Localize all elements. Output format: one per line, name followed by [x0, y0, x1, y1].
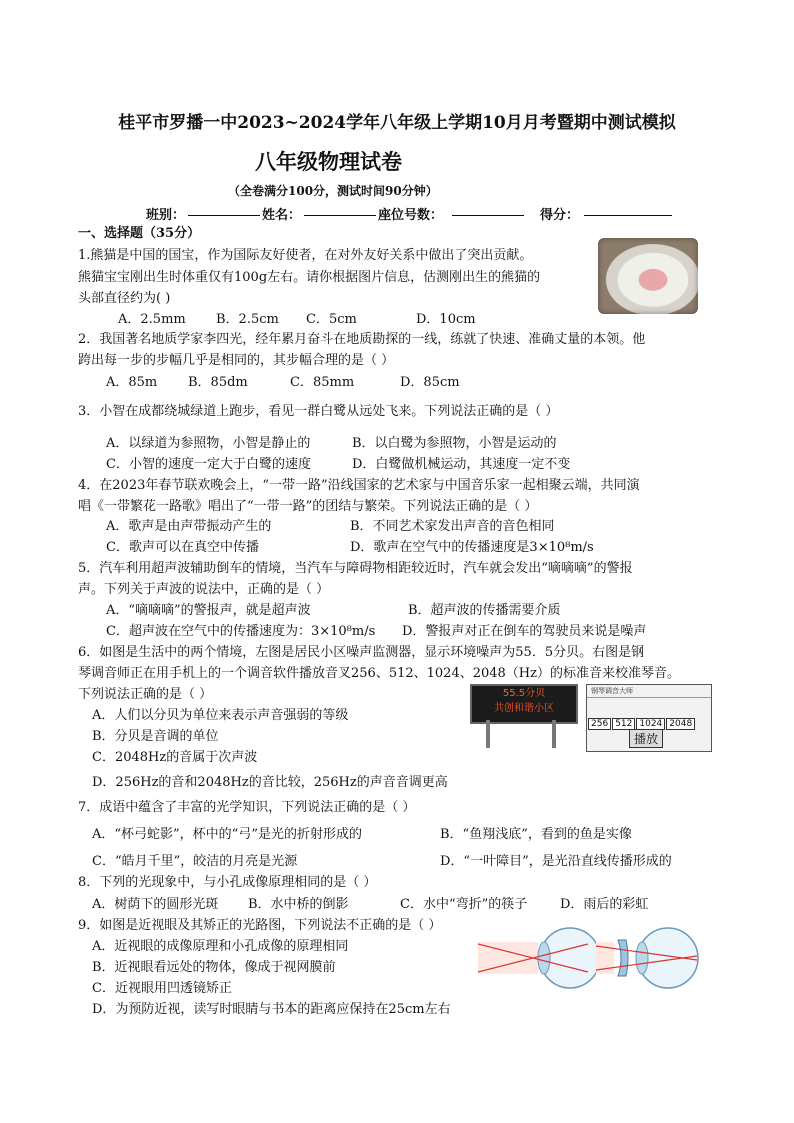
concave-lens	[618, 940, 628, 976]
sign-slogan: 共创和谐小区	[494, 703, 554, 714]
name-label: 姓名：	[262, 208, 302, 223]
option-d[interactable]: D．10cm	[416, 312, 476, 327]
tone-512-button[interactable]: 512	[612, 718, 635, 730]
play-button[interactable]: 播放	[629, 729, 663, 748]
tone-1024-button[interactable]: 1024	[636, 718, 665, 730]
exam-subtitle: 八年级物理试卷	[255, 149, 402, 174]
option-b[interactable]: B．分贝是音调的单位	[92, 729, 219, 744]
option-d[interactable]: D．歌声在空气中的传播速度是3×10⁸m/s	[350, 540, 594, 555]
option-b[interactable]: B．85dm	[188, 375, 248, 390]
sign-post-left	[486, 720, 490, 748]
score-label: 得分：	[540, 208, 580, 223]
option-c[interactable]: C．5cm	[306, 312, 357, 327]
seat-blank[interactable]	[452, 203, 524, 216]
option-c[interactable]: C．2048Hz的音属于次声波	[92, 750, 258, 765]
option-a[interactable]: A．歌声是由声带振动产生的	[106, 519, 272, 534]
tone-2048-button[interactable]: 2048	[666, 718, 695, 730]
option-c[interactable]: C．水中“弯折”的筷子	[400, 897, 528, 912]
score-blank[interactable]	[584, 203, 672, 216]
option-a[interactable]: A．2.5mm	[118, 312, 186, 327]
question-1-line: 熊猫宝宝刚出生时体重仅有100g左右。请你根据图片信息，估测刚出生的熊猫的	[78, 270, 541, 285]
question-3-line: 3．小智在成都绕城绿道上跑步，看见一群白鹭从远处飞来。下列说法正确的是（ ）	[78, 404, 559, 419]
name-blank[interactable]	[304, 203, 376, 216]
option-d[interactable]: D．256Hz的音和2048Hz的音比较，256Hz的声音音调更高	[92, 775, 448, 790]
myopia-diagram	[478, 920, 708, 996]
class-label: 班别：	[146, 208, 186, 223]
page-title: 桂平市罗播一中2023~2024学年八年级上学期10月月考暨期中测试模拟	[118, 113, 676, 133]
question-6-line: 6．如图是生活中的两个情境，左图是居民小区噪声监测器，显示环境噪声为55．5分贝。右图是钢	[78, 645, 645, 660]
question-5-line: 5．汽车利用超声波辅助倒车的情境，当汽车与障碍物相距较近时，汽车就会发出“嘀嘀嘀”的警报	[78, 561, 633, 576]
eye-lens-right	[636, 942, 648, 974]
option-d[interactable]: D．85cm	[400, 375, 460, 390]
question-2-line: 2．我国著名地质学家李四光，经年累月奋斗在地质勘探的一线，练就了快速、准确丈量的本领。他	[78, 332, 646, 347]
question-6-line: 琴调音师正在用手机上的一个调音软件播放音叉256、512、1024、2048（Hz）的标准音来校准琴音。	[78, 666, 680, 681]
option-a[interactable]: A．“嘀嘀嘀”的警报声，就是超声波	[106, 603, 311, 618]
question-5-line: 声。下列关于声波的说法中，正确的是（ ）	[78, 582, 330, 597]
question-7-line: 7．成语中蕴含了丰富的光学知识，下列说法正确的是（ ）	[78, 800, 416, 815]
option-d[interactable]: D．“一叶障目”，是光沿直线传播形成的	[440, 854, 672, 869]
eye-lens-left	[538, 942, 550, 974]
option-a[interactable]: A．85m	[106, 375, 158, 390]
question-2-line: 跨出每一步的步幅几乎是相同的，其步幅合理的是（ ）	[78, 353, 395, 368]
exam-note: （全卷满分100分，测试时间90分钟）	[228, 184, 438, 198]
option-b[interactable]: B．“鱼翔浅底”，看到的鱼是实像	[440, 827, 632, 842]
option-a[interactable]: A．“杯弓蛇影”，杯中的“弓”是光的折射形成的	[92, 827, 362, 842]
noise-monitor-sign	[470, 684, 578, 724]
sign-post-right	[552, 720, 556, 748]
option-b[interactable]: B．水中桥的倒影	[248, 897, 349, 912]
tone-256-button[interactable]: 256	[588, 718, 611, 730]
option-c[interactable]: C．近视眼用凹透镜矫正	[92, 981, 232, 996]
seat-label: 座位号数：	[378, 208, 444, 223]
option-c[interactable]: C．85mm	[290, 375, 355, 390]
question-4-line: 4．在2023年春节联欢晚会上，“一带一路”沿线国家的艺术家与中国音乐家一起相聚云端，共同演	[78, 478, 640, 493]
tuner-app	[586, 684, 712, 752]
option-a[interactable]: A．人们以分贝为单位来表示声音强弱的等级	[92, 708, 349, 723]
option-b[interactable]: B．2.5cm	[216, 312, 279, 327]
option-c[interactable]: C．超声波在空气中的传播速度为：3×10⁸m/s	[106, 624, 376, 639]
option-c[interactable]: C．小智的速度一定大于白鹭的速度	[106, 457, 311, 472]
question-4-line: 唱《一带繁花一路歌》唱出了“一带一路”的团结与繁荣。下列说法正确的是（ ）	[78, 499, 538, 514]
option-c[interactable]: C．“皓月千里”，皎洁的月亮是光源	[92, 854, 298, 869]
option-d[interactable]: D．为预防近视，读写时眼睛与书本的距离应保持在25cm左右	[92, 1002, 451, 1017]
option-b[interactable]: B．不同艺术家发出声音的音色相同	[350, 519, 555, 534]
option-b[interactable]: B．超声波的传播需要介质	[408, 603, 561, 618]
option-d[interactable]: D．雨后的彩虹	[560, 897, 649, 912]
question-1-line: 1.熊猫是中国的国宝，作为国际友好使者，在对外友好关系中做出了突出贡献。	[78, 248, 533, 263]
option-d[interactable]: D．警报声对正在倒车的驾驶员来说是噪声	[402, 624, 647, 639]
option-a[interactable]: A．树荫下的圆形光斑	[92, 897, 219, 912]
question-8-line: 8．下列的光现象中，与小孔成像原理相同的是（ ）	[78, 875, 377, 890]
option-d[interactable]: D．白鹭做机械运动，其速度一定不变	[352, 457, 571, 472]
question-9-line: 9．如图是近视眼及其矫正的光路图，下列说法不正确的是（ ）	[78, 918, 442, 933]
question-1-line: 头部直径约为( )	[78, 291, 171, 306]
question-6-line: 下列说法正确的是（ ）	[78, 687, 213, 702]
option-b[interactable]: B．近视眼看远处的物体，像成于视网膜前	[92, 960, 336, 975]
option-a[interactable]: A．以绿道为参照物，小智是静止的	[106, 436, 311, 451]
option-c[interactable]: C．歌声可以在真空中传播	[106, 540, 259, 555]
option-b[interactable]: B．以白鹭为参照物，小智是运动的	[352, 436, 557, 451]
class-blank[interactable]	[188, 203, 260, 216]
tuner-app-title: 钢琴调音大师	[587, 685, 711, 698]
panda-photo	[598, 238, 698, 314]
section-heading: 一、选择题（35分）	[78, 226, 201, 241]
noise-reading: 55.5分贝	[502, 688, 546, 699]
option-a[interactable]: A．近视眼的成像原理和小孔成像的原理相同	[92, 939, 349, 954]
